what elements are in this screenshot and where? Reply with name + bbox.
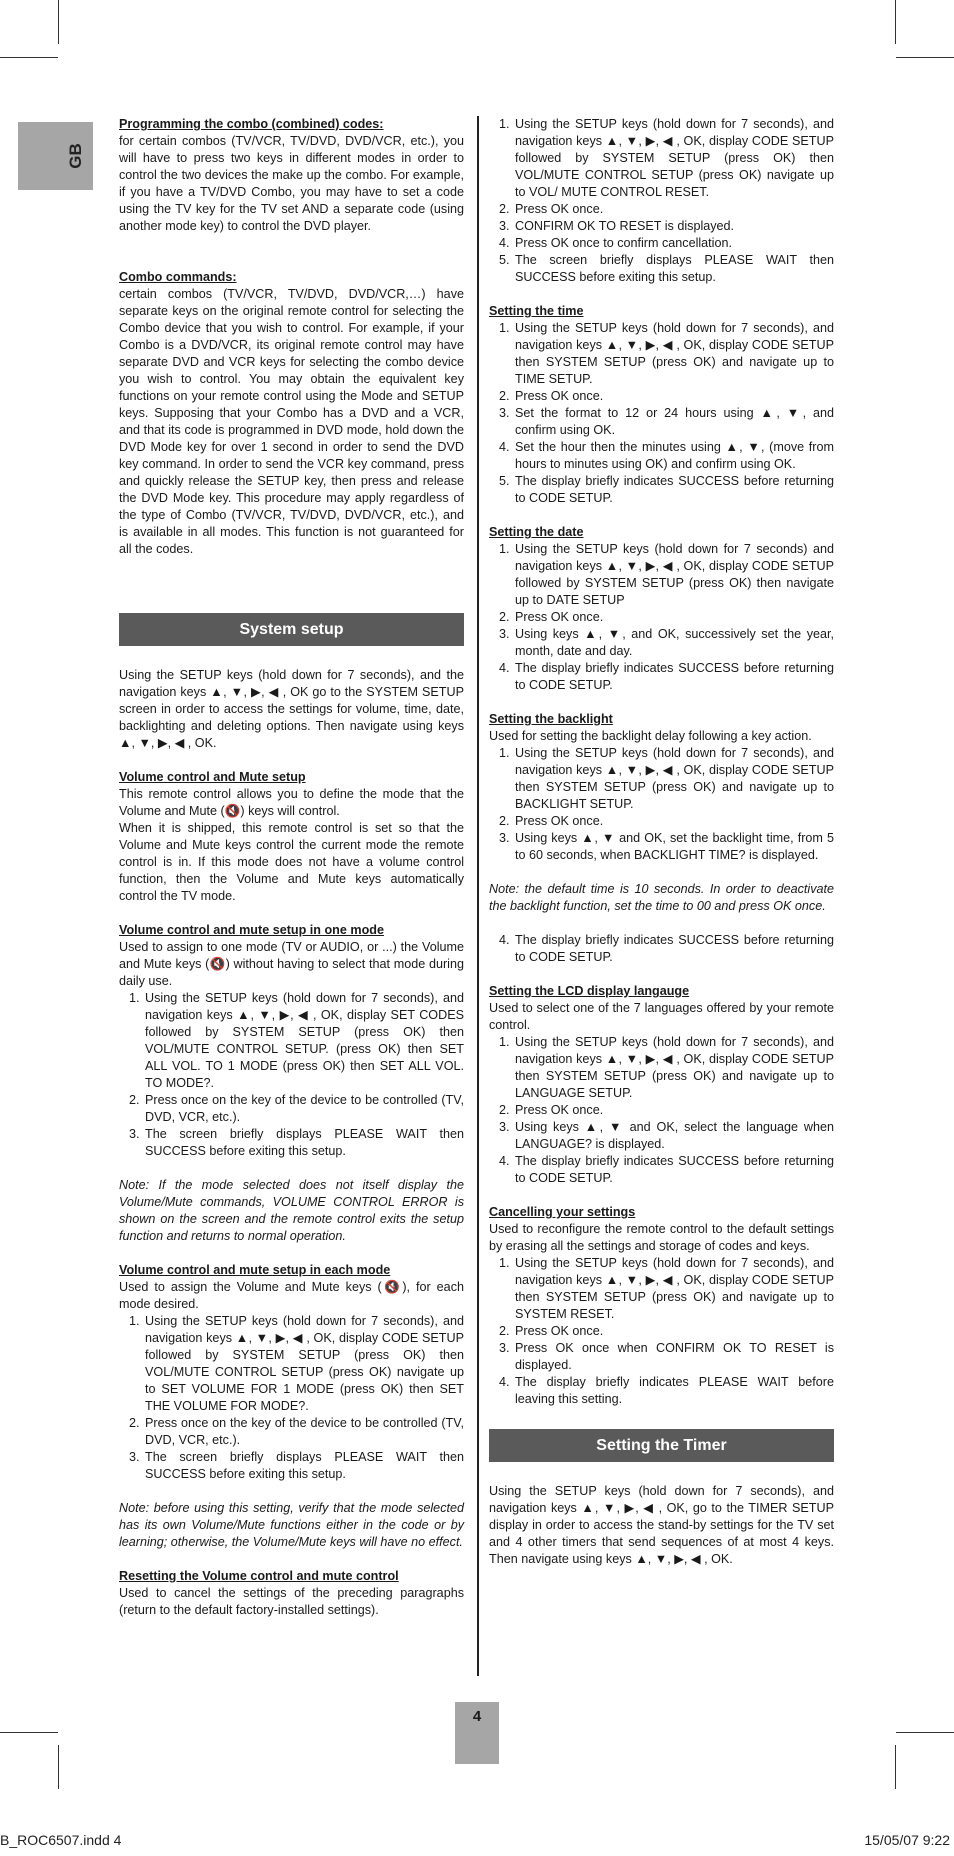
column-divider — [477, 116, 479, 1676]
one-mode-heading: Volume control and mute setup in one mode — [119, 923, 384, 937]
cancel-steps — [489, 1255, 834, 1408]
backlight-step-4 — [489, 932, 834, 966]
one-mode-text: Used to assign to one mode (TV or AUDIO, or ...) the Volume and Mute keys (🔇) without having to select that mode during daily use. — [119, 940, 464, 988]
combo-text: for certain combos (TV/VCR, TV/DVD, DVD/VCR, etc.), you will have to press two keys in different modes in order to control the two devices the make up the combo. For example, if you have a TV/DVD Combo, you may have to set a code using the TV key for the TV set AND a separate code (using another mode key) to control the DVD player. — [119, 134, 464, 233]
date-heading: Setting the date — [489, 525, 584, 539]
resetting-heading: Resetting the Volume control and mute control — [119, 1569, 399, 1583]
list-item: 2. Press OK once. — [513, 201, 834, 218]
crop-mark — [896, 57, 954, 58]
list-item: 2. Press OK once. — [513, 388, 834, 405]
volume-mute-text2: When it is shipped, this remote control is set so that the Volume and Mute keys control the current mode the remote control is in. If this mode does not have a volume control function, then the Volume and Mute keys automatically control the TV mode. — [119, 821, 464, 903]
list-item: 1. Using the SETUP keys (hold down for 7 seconds) and navigation keys ▲, ▼, ▶, ◀ , OK, display CODE SETUP followed by SYSTEM SETUP (press OK) then navigate up to DATE SETUP — [513, 541, 834, 609]
time-heading: Setting the time — [489, 304, 584, 318]
list-item: 2. Press OK once. — [513, 813, 834, 830]
crop-mark — [896, 1732, 954, 1733]
lcd-steps — [489, 1034, 834, 1187]
list-item: 5. The screen briefly displays PLEASE WAIT then SUCCESS before exiting this setup. — [513, 252, 834, 286]
lcd-heading: Setting the LCD display langauge — [489, 984, 690, 998]
list-item: 3. Using keys ▲, ▼, and OK, successively set the year, month, date and day. — [513, 626, 834, 660]
list-item: 3. Set the format to 12 or 24 hours using ▲, ▼, and confirm using OK. — [513, 405, 834, 439]
time-steps — [489, 320, 834, 507]
list-item: 2. Press OK once. — [513, 609, 834, 626]
list-item: 2. Press once on the key of the device to be controlled (TV, DVD, VCR, etc.). — [143, 1092, 464, 1126]
list-item: 3. The screen briefly displays PLEASE WAIT then SUCCESS before exiting this setup. — [143, 1126, 464, 1160]
timer-banner: Setting the Timer — [489, 1429, 834, 1462]
combo-heading: Programming the combo (combined) codes: — [119, 117, 384, 131]
crop-mark — [895, 0, 896, 44]
list-item: 1. Using the SETUP keys (hold down for 7 seconds), and navigation keys ▲, ▼, ▶, ◀ , OK, display CODE SETUP then SYSTEM SETUP (press OK) and navigate up to SYSTEM RESET. — [513, 1255, 834, 1323]
each-mode-text: Used to assign the Volume and Mute keys (🔇), for each mode desired. — [119, 1280, 464, 1311]
backlight-heading: Setting the backlight — [489, 712, 613, 726]
list-item: 1. Using the SETUP keys (hold down for 7 seconds), and navigation keys ▲, ▼, ▶, ◀ , OK, display CODE SETUP then SYSTEM SETUP (press OK) and navigate up to TIME SETUP. — [513, 320, 834, 388]
list-item: 2. Press OK once. — [513, 1102, 834, 1119]
list-item: 3. The screen briefly displays PLEASE WAIT then SUCCESS before exiting this setup. — [143, 1449, 464, 1483]
crop-mark — [0, 57, 58, 58]
crop-mark — [58, 1745, 59, 1789]
backlight-steps — [489, 745, 834, 864]
list-item: 1. Using the SETUP keys (hold down for 7 seconds), and navigation keys ▲, ▼, ▶, ◀ , OK, display CODE SETUP followed by SYSTEM SETUP (press OK) then VOL/MUTE CONTROL SETUP (press OK) navigate up to SET VOLUME FOR 1 MODE (press OK) then SET THE VOLUME FOR MODE?. — [143, 1313, 464, 1415]
list-item: 4. The display briefly indicates SUCCESS before returning to CODE SETUP. — [513, 660, 834, 694]
list-item: 4. Press OK once to confirm cancellation. — [513, 235, 834, 252]
list-item: 1. Using the SETUP keys (hold down for 7 seconds), and navigation keys ▲, ▼, ▶, ◀ , OK, display SET CODES followed by SYSTEM SETUP (press OK) then VOL/MUTE CONTROL SETUP. (press OK) then SET ALL VOL. TO 1 MODE (press OK) then SET ALL VOL. TO MODE?. — [143, 990, 464, 1092]
cancel-text: Used to reconfigure the remote control to the default settings by erasing all the settings and storage of codes and keys. — [489, 1222, 834, 1253]
each-mode-heading: Volume control and mute setup in each mode — [119, 1263, 391, 1277]
list-item: 2. Press once on the key of the device to be controlled (TV, DVD, VCR, etc.). — [143, 1415, 464, 1449]
combo-commands-heading: Combo commands: — [119, 270, 237, 284]
each-mode-note: Note: before using this setting, verify that the mode selected has its own Volume/Mute functions either in the code or by learning; otherwise, the Volume/Mute keys will have no effect. — [119, 1501, 464, 1549]
combo-commands-text: certain combos (TV/VCR, TV/DVD, DVD/VCR,…) have separate keys on the original remote control for selecting the Combo device that you wish to control. For example, if your Combo is a DVD/VCR, its original remote control may have separate DVD and VCR keys for selecting the combo device you wish to control. You may obtain the equivalent key functions on your remote control using the Mode and SETUP keys. Supposing that your Combo has a DVD and a VCR, and that its code is programmed in DVD mode, hold down the DVD Mode key for over 1 second in order to send the DVD key command. In order to send the VCR key command, press and quickly release the SETUP key, then press and release the DVD Mode key. This procedure may apply regardless of the type of Combo (TV/VCR, TV/DVD, DVD/VCR, etc.), and is available in all modes. This function is not guaranteed for all the codes. — [119, 287, 464, 556]
crop-mark — [0, 1732, 58, 1733]
reset-steps — [489, 116, 834, 286]
resetting-text: Used to cancel the settings of the preceding paragraphs (return to the default factory-installed settings). — [119, 1586, 464, 1617]
list-item: 1. Using the SETUP keys (hold down for 7 seconds), and navigation keys ▲, ▼, ▶, ◀ , OK, display CODE SETUP then SYSTEM SETUP (press OK) and navigate up to LANGUAGE SETUP. — [513, 1034, 834, 1102]
language-tab-label: GB — [66, 143, 85, 169]
one-mode-note: Note: If the mode selected does not itself display the Volume/Mute commands, VOLUME CONTROL ERROR is shown on the screen and the remote control exits the setup function and returns to normal operation. — [119, 1178, 464, 1243]
date-steps — [489, 541, 834, 694]
list-item: 5. The display briefly indicates SUCCESS before returning to CODE SETUP. — [513, 473, 834, 507]
volume-mute-heading: Volume control and Mute setup — [119, 770, 306, 784]
list-item: 1. Using the SETUP keys (hold down for 7 seconds), and navigation keys ▲, ▼, ▶, ◀ , OK, display CODE SETUP followed by SYSTEM SETUP (press OK) then VOL/MUTE CONTROL SETUP (press OK) navigate up to VOL/ MUTE CONTROL RESET. — [513, 116, 834, 201]
crop-mark — [895, 1745, 896, 1789]
page-number: 4 — [455, 1702, 499, 1764]
backlight-note: Note: the default time is 10 seconds. In order to deactivate the backlight function, set the time to 00 and press OK once. — [489, 882, 834, 913]
list-item: 3. Using keys ▲, ▼ and OK, set the backlight time, from 5 to 60 seconds, when BACKLIGHT TIME? is displayed. — [513, 830, 834, 864]
system-setup-text: Using the SETUP keys (hold down for 7 seconds), and the navigation keys ▲, ▼, ▶, ◀ , OK go to the SYSTEM SETUP screen in order to access the settings for volume, time, date, backlighting and deleting options. Then navigate using keys ▲, ▼, ▶, ◀ , OK. — [119, 668, 464, 750]
list-item: 2. Press OK once. — [513, 1323, 834, 1340]
system-setup-banner: System setup — [119, 613, 464, 646]
list-item: 1. Using the SETUP keys (hold down for 7 seconds), and navigation keys ▲, ▼, ▶, ◀ , OK, display CODE SETUP then SYSTEM SETUP (press OK) and navigate up to BACKLIGHT SETUP. — [513, 745, 834, 813]
backlight-text: Used for setting the backlight delay following a key action. — [489, 729, 812, 743]
list-item: 4. The display briefly indicates SUCCESS before returning to CODE SETUP. — [513, 932, 834, 966]
crop-mark — [58, 0, 59, 44]
list-item: 3. Using keys ▲, ▼ and OK, select the language when LANGUAGE? is displayed. — [513, 1119, 834, 1153]
list-item: 4. The display briefly indicates PLEASE WAIT before leaving this setting. — [513, 1374, 834, 1408]
each-mode-steps — [119, 1313, 464, 1483]
list-item: 3. CONFIRM OK TO RESET is displayed. — [513, 218, 834, 235]
date-slug: 15/05/07 9:22 — [864, 1832, 950, 1848]
timer-text: Using the SETUP keys (hold down for 7 seconds), and navigation keys ▲, ▼, ▶, ◀ , OK, go to the TIMER SETUP display in order to access the stand-by settings for the TV set and 4 other timers that send sequences of at most 4 keys. Then navigate using keys ▲, ▼, ▶, ◀ , OK. — [489, 1484, 834, 1566]
list-item: 4. Set the hour then the minutes using ▲, ▼, (move from hours to minutes using OK) and confirm using OK. — [513, 439, 834, 473]
one-mode-steps — [119, 990, 464, 1160]
file-slug: B_ROC6507.indd 4 — [0, 1832, 122, 1848]
right-column — [489, 116, 834, 1568]
volume-mute-text1: This remote control allows you to define the mode that the Volume and Mute (🔇) keys will control. — [119, 787, 464, 818]
cancel-heading: Cancelling your settings — [489, 1205, 636, 1219]
left-column — [119, 116, 464, 1619]
lcd-text: Used to select one of the 7 languages offered by your remote control. — [489, 1001, 834, 1032]
list-item: 4. The display briefly indicates SUCCESS before returning to CODE SETUP. — [513, 1153, 834, 1187]
language-tab — [18, 122, 93, 190]
list-item: 3. Press OK once when CONFIRM OK TO RESET is displayed. — [513, 1340, 834, 1374]
